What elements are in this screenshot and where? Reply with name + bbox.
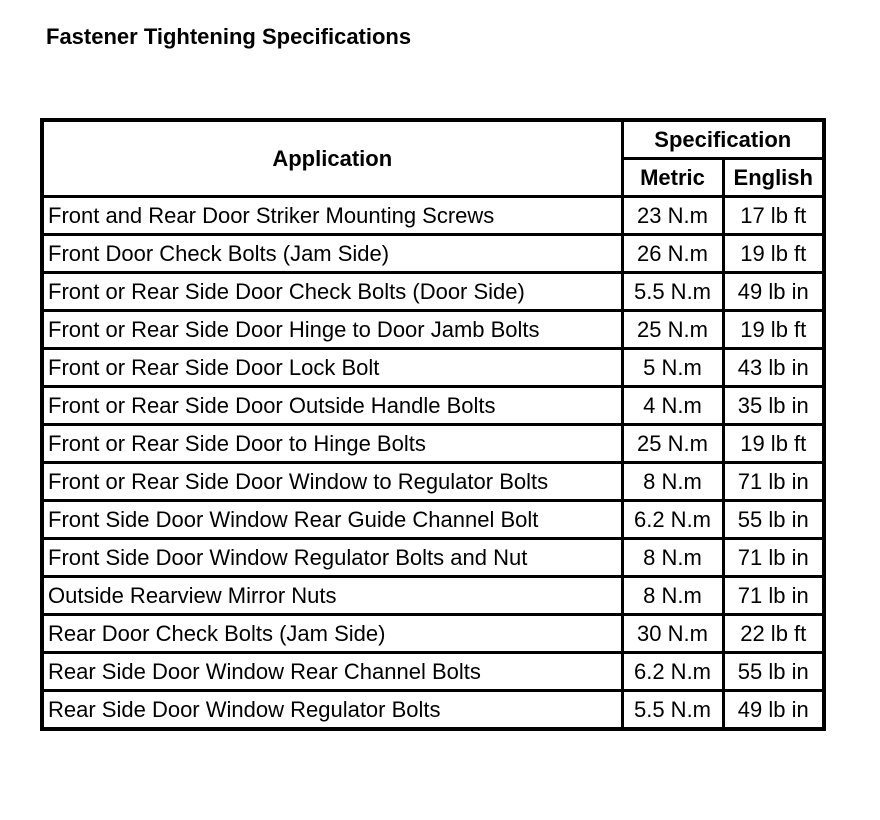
metric-cell: 8 N.m bbox=[622, 463, 723, 501]
metric-cell: 5 N.m bbox=[622, 349, 723, 387]
application-cell: Front or Rear Side Door to Hinge Bolts bbox=[42, 425, 622, 463]
metric-cell: 5.5 N.m bbox=[622, 691, 723, 730]
english-cell: 71 lb in bbox=[723, 463, 824, 501]
header-specification: Specification bbox=[622, 120, 824, 159]
english-cell: 55 lb in bbox=[723, 501, 824, 539]
metric-cell: 30 N.m bbox=[622, 615, 723, 653]
english-cell: 35 lb in bbox=[723, 387, 824, 425]
fastener-spec-table bbox=[40, 118, 826, 731]
table-row bbox=[42, 691, 824, 730]
english-cell: 22 lb ft bbox=[723, 615, 824, 653]
application-cell: Front or Rear Side Door Window to Regulator Bolts bbox=[42, 463, 622, 501]
english-cell: 71 lb in bbox=[723, 539, 824, 577]
table-row bbox=[42, 311, 824, 349]
application-cell: Front and Rear Door Striker Mounting Screws bbox=[42, 197, 622, 235]
application-cell: Front Door Check Bolts (Jam Side) bbox=[42, 235, 622, 273]
metric-cell: 6.2 N.m bbox=[622, 501, 723, 539]
application-cell: Front Side Door Window Rear Guide Channel Bolt bbox=[42, 501, 622, 539]
english-cell: 19 lb ft bbox=[723, 425, 824, 463]
english-cell: 71 lb in bbox=[723, 577, 824, 615]
header-application: Application bbox=[42, 120, 622, 197]
table-row bbox=[42, 387, 824, 425]
english-cell: 55 lb in bbox=[723, 653, 824, 691]
table-row bbox=[42, 539, 824, 577]
table-row bbox=[42, 463, 824, 501]
table-row bbox=[42, 615, 824, 653]
table-row bbox=[42, 349, 824, 387]
application-cell: Rear Side Door Window Rear Channel Bolts bbox=[42, 653, 622, 691]
table-row bbox=[42, 653, 824, 691]
table-row bbox=[42, 425, 824, 463]
metric-cell: 25 N.m bbox=[622, 311, 723, 349]
metric-cell: 26 N.m bbox=[622, 235, 723, 273]
metric-cell: 8 N.m bbox=[622, 577, 723, 615]
header-row-top bbox=[42, 120, 824, 159]
table-row bbox=[42, 273, 824, 311]
english-cell: 49 lb in bbox=[723, 273, 824, 311]
application-cell: Front or Rear Side Door Lock Bolt bbox=[42, 349, 622, 387]
application-cell: Front or Rear Side Door Check Bolts (Door Side) bbox=[42, 273, 622, 311]
header-metric: Metric bbox=[622, 159, 723, 197]
metric-cell: 8 N.m bbox=[622, 539, 723, 577]
application-cell: Outside Rearview Mirror Nuts bbox=[42, 577, 622, 615]
metric-cell: 25 N.m bbox=[622, 425, 723, 463]
application-cell: Rear Side Door Window Regulator Bolts bbox=[42, 691, 622, 730]
english-cell: 17 lb ft bbox=[723, 197, 824, 235]
application-cell: Front or Rear Side Door Outside Handle Bolts bbox=[42, 387, 622, 425]
english-cell: 43 lb in bbox=[723, 349, 824, 387]
metric-cell: 6.2 N.m bbox=[622, 653, 723, 691]
page-title: Fastener Tightening Specifications bbox=[46, 24, 412, 49]
application-cell: Front or Rear Side Door Hinge to Door Jamb Bolts bbox=[42, 311, 622, 349]
table-row bbox=[42, 501, 824, 539]
metric-cell: 23 N.m bbox=[622, 197, 723, 235]
table-row bbox=[42, 197, 824, 235]
metric-cell: 4 N.m bbox=[622, 387, 723, 425]
english-cell: 49 lb in bbox=[723, 691, 824, 730]
english-cell: 19 lb ft bbox=[723, 235, 824, 273]
application-cell: Front Side Door Window Regulator Bolts and Nut bbox=[42, 539, 622, 577]
header-english: English bbox=[723, 159, 824, 197]
application-cell: Rear Door Check Bolts (Jam Side) bbox=[42, 615, 622, 653]
table-row bbox=[42, 577, 824, 615]
english-cell: 19 lb ft bbox=[723, 311, 824, 349]
metric-cell: 5.5 N.m bbox=[622, 273, 723, 311]
table-row bbox=[42, 235, 824, 273]
